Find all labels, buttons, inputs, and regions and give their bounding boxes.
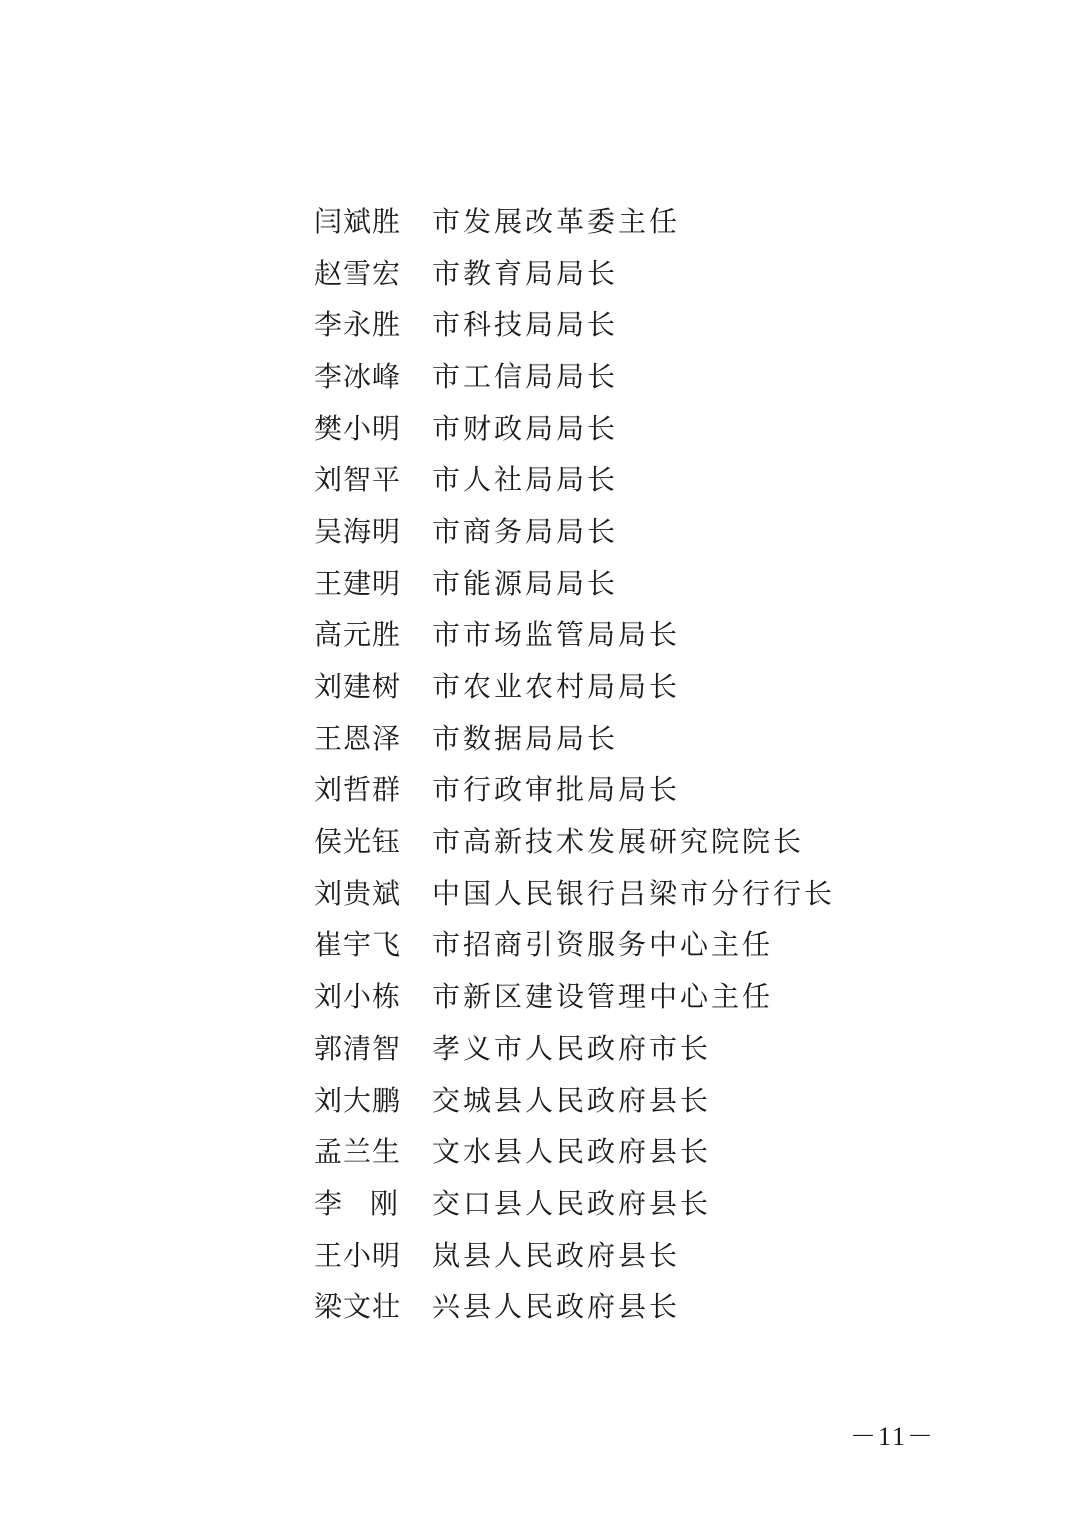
member-title: 交口县人民政府县长	[432, 1186, 712, 1220]
member-name: 刘建树	[314, 670, 402, 704]
member-row	[314, 349, 835, 401]
member-title: 市市场监管局局长	[432, 618, 681, 652]
page-number: －11－	[850, 1422, 936, 1451]
member-title: 中国人民银行吕梁市分行行长	[432, 876, 836, 910]
member-name: 刘小栋	[314, 980, 402, 1014]
member-row	[314, 608, 835, 660]
member-name: 王恩泽	[314, 721, 402, 755]
member-row	[314, 659, 835, 711]
member-title: 岚县人民政府县长	[432, 1238, 681, 1272]
member-title: 孝义市人民政府市长	[432, 1031, 712, 1065]
member-name: 孟兰生	[314, 1135, 402, 1169]
member-title: 市新区建设管理中心主任	[432, 980, 774, 1014]
member-row	[314, 1124, 835, 1176]
member-name: 梁文壮	[314, 1290, 402, 1324]
member-name: 刘贵斌	[314, 876, 402, 910]
member-name: 刘哲群	[314, 773, 402, 807]
member-name: 李 刚	[314, 1186, 399, 1220]
member-title: 市工信局局长	[432, 359, 619, 393]
member-row	[314, 866, 835, 918]
member-row	[314, 452, 835, 504]
member-title: 兴县人民政府县长	[432, 1290, 681, 1324]
member-title: 市能源局局长	[432, 566, 619, 600]
member-name: 吴海明	[314, 514, 402, 548]
member-row	[314, 504, 835, 556]
member-title: 市科技局局长	[432, 308, 619, 342]
member-name: 刘智平	[314, 463, 402, 497]
member-title: 交城县人民政府县长	[432, 1083, 712, 1117]
member-row	[314, 1021, 835, 1073]
member-title: 市教育局局长	[432, 256, 619, 290]
member-title: 文水县人民政府县长	[432, 1135, 712, 1169]
member-row	[314, 1228, 835, 1280]
member-name: 侯光钰	[314, 825, 402, 859]
member-name: 崔宇飞	[314, 928, 402, 962]
member-name: 王小明	[314, 1238, 402, 1272]
member-name: 王建明	[314, 566, 402, 600]
member-row	[314, 814, 835, 866]
member-row	[314, 711, 835, 763]
member-name: 李永胜	[314, 308, 402, 342]
member-name: 刘大鹏	[314, 1083, 402, 1117]
member-name: 郭清智	[314, 1031, 402, 1065]
member-name: 樊小明	[314, 411, 402, 445]
member-row	[314, 297, 835, 349]
member-row	[314, 556, 835, 608]
member-title: 市人社局局长	[432, 463, 619, 497]
member-row	[314, 194, 835, 246]
member-title: 市高新技术发展研究院院长	[432, 825, 805, 859]
member-row	[314, 969, 835, 1021]
member-title: 市财政局局长	[432, 411, 619, 445]
member-row	[314, 763, 835, 815]
member-title: 市数据局局长	[432, 721, 619, 755]
member-title: 市农业农村局局长	[432, 670, 681, 704]
member-title: 市行政审批局局长	[432, 773, 681, 807]
member-row	[314, 401, 835, 453]
member-row	[314, 1073, 835, 1125]
member-row	[314, 1176, 835, 1228]
member-name: 闫斌胜	[314, 204, 402, 238]
member-list	[314, 194, 835, 1331]
member-row	[314, 246, 835, 298]
member-title: 市招商引资服务中心主任	[432, 928, 774, 962]
member-title: 市发展改革委主任	[432, 204, 681, 238]
member-name: 高元胜	[314, 618, 402, 652]
member-name: 李冰峰	[314, 359, 402, 393]
member-title: 市商务局局长	[432, 514, 619, 548]
member-row	[314, 1279, 835, 1331]
member-name: 赵雪宏	[314, 256, 402, 290]
member-row	[314, 918, 835, 970]
